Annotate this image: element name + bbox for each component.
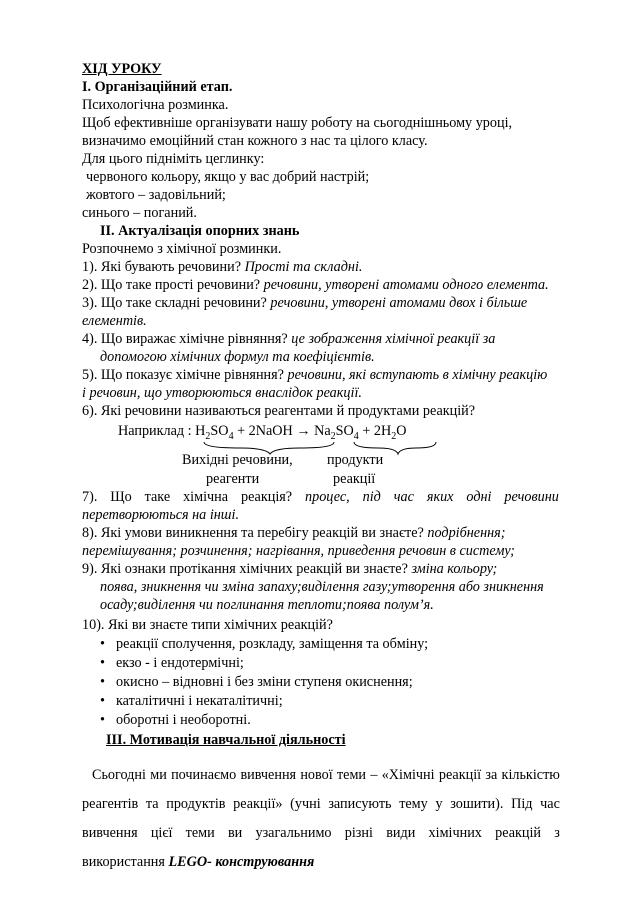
question-6: 6). Які речовини називаються реагентами й продуктами реакцій? [82,403,476,419]
equation-left: $H_2SO_4$ + 2NaOH [195,423,293,442]
equation-right: $Na_2SO_4 + 2H_2O$ [314,423,407,442]
word: ми [150,767,167,783]
word: нової [300,767,333,783]
question-10: 10). Які ви знаєте типи хімічних реакцій? [82,617,333,633]
word: теми [336,767,367,783]
answer-text: допомогою хімічних формул та коефіцієнтів. [100,349,375,365]
word: вивчення [82,825,138,841]
bullet-icon: • [100,655,105,671]
text-line: Розпочнемо з хімічної розминки. [82,241,282,257]
question-text: 1). Які бувають речовини? [82,259,242,275]
word: хімічна [183,489,229,505]
answer-text: перемішування; розчинення; нагрівання, приведення речовин в систему; [82,543,515,559]
paragraph-line [82,824,560,843]
reaction-arrow: → [296,423,311,439]
word: види [386,825,416,841]
word: продуктів [166,796,226,812]
word: кількістю [501,767,560,783]
answer-text: елементів. [82,313,147,329]
list-item [100,692,283,711]
word: яких [426,489,454,505]
question-7 [82,488,559,507]
example-prefix: Наприклад : [118,423,196,439]
list-item-text: реакції сполучення, розкладу, заміщення та обміну; [116,636,429,652]
question-text: 5). Що показує хімічне рівняння? [82,367,284,383]
word: реакції» [233,796,283,812]
bullet-icon: • [100,636,105,652]
answer-text: подрібнення; [427,525,506,541]
word: тему [399,796,428,812]
word: – [370,767,378,783]
word: зошити). [450,796,504,812]
question-9 [82,560,497,579]
text-line: визначимо емоційний стан кожного з нас та цілого класу. [82,133,428,149]
word: різні [344,825,373,841]
text-line: синього – поганий. [82,205,197,221]
list-item [100,673,413,692]
reagents-label-2: реагенти [206,471,260,487]
answer-text: осаду;виділення чи поглинання теплоти;поява полум’я. [100,597,434,613]
word: за [485,767,498,783]
word: реагентів [82,796,139,812]
list-item [100,654,244,673]
paragraph-line [82,853,314,872]
word: процес, [305,489,350,505]
answer-text: і речовин, що утворюються внаслідок реакції. [82,385,362,401]
text-line: червоного кольору, якщо у вас добрий настрій; [86,169,370,185]
list-item-text: окисно – відновні і без зміни ступеня окиснення; [116,674,413,690]
section-2-title: ІІ. Актуалізація опорних знань [100,223,300,239]
word: з [554,825,560,841]
answer-text: речовини, утворені атомами двох і більше [270,295,528,311]
text-line: Психологічна розминка. [82,97,229,113]
question-8 [82,524,506,543]
answer-text: це зображення хімічної реакції за [291,331,496,347]
word: та [145,796,159,812]
word: вивчення [240,767,297,783]
word: (учні [290,796,321,812]
text-line: Для цього підніміть цеглинку: [82,151,265,167]
paragraph-line [92,766,560,785]
section-3-title: ІІІ. Мотивація навчальної діяльності [106,732,346,748]
paragraph-text: використання [82,854,169,870]
word: Під [511,796,533,812]
word: реакції [438,767,482,783]
word: Сьогодні [92,767,146,783]
word: реакція? [240,489,293,505]
question-4 [82,330,495,349]
answer-text: перетворюються на інші. [82,507,240,523]
word: теми [185,825,215,841]
question-text: 2). Що таке прості речовини? [82,277,261,293]
word: час [540,796,560,812]
list-item [100,711,251,730]
question-2 [82,276,549,295]
list-item-text: екзо - і ендотермічні; [116,655,244,671]
word: речовини [504,489,559,505]
question-text: 3). Що таке складні речовини? [82,295,267,311]
reagents-label: Вихідні речовини, [182,452,293,468]
question-5 [82,366,547,385]
bullet-icon: • [100,712,105,728]
answer-text: Прості та складні. [244,259,363,275]
word: узагальнимо [255,825,332,841]
word: час [393,489,414,505]
question-1 [82,258,362,277]
word: у [435,796,443,812]
word: починаємо [171,767,237,783]
question-text: 9). Які ознаки протікання хімічних реакцій ви знаєте? [82,561,408,577]
question-text: 4). Що виражає хімічне рівняння? [82,331,288,347]
products-label-2: реакції [333,471,376,487]
text-line: жовтого – задовільний; [86,187,226,203]
answer-text: зміна кольору; [411,561,498,577]
list-item-text: каталітичні і некаталітичні; [116,693,283,709]
text-line: Щоб ефективніше організувати нашу роботу на сьогоднішньому уроці, [82,115,513,131]
list-item-text: оборотні і необоротні. [116,712,251,728]
word: Що [110,489,132,505]
bullet-icon: • [100,674,105,690]
lesson-heading: ХІД УРОКУ [82,61,162,77]
answer-text: речовини, які вступають в хімічну реакцію [287,367,548,383]
answer-text: речовини, утворені атомами одного елемента. [263,277,549,293]
word: цієї [150,825,173,841]
paragraph-line [82,795,560,814]
word: записують [328,796,392,812]
word: ви [227,825,243,841]
emphasis-text: LEGO- конструювання [168,854,315,870]
bullet-icon: • [100,693,105,709]
question-text: 8). Які умови виникнення та перебігу реакцій ви знаєте? [82,525,424,541]
question-3 [82,294,527,313]
list-item [100,635,428,654]
word: реакцій [495,825,542,841]
word: під [362,489,381,505]
word: 7). [82,489,98,505]
section-1-title: І. Організаційний етап. [82,79,233,95]
word: таке [144,489,171,505]
word: одні [466,489,492,505]
word: хімічних [428,825,482,841]
answer-text: поява, зникнення чи зміна запаху;виділення газу;утворення або зникнення [100,579,544,595]
word: «Хімічні [381,767,435,783]
products-label: продукти [327,452,384,468]
